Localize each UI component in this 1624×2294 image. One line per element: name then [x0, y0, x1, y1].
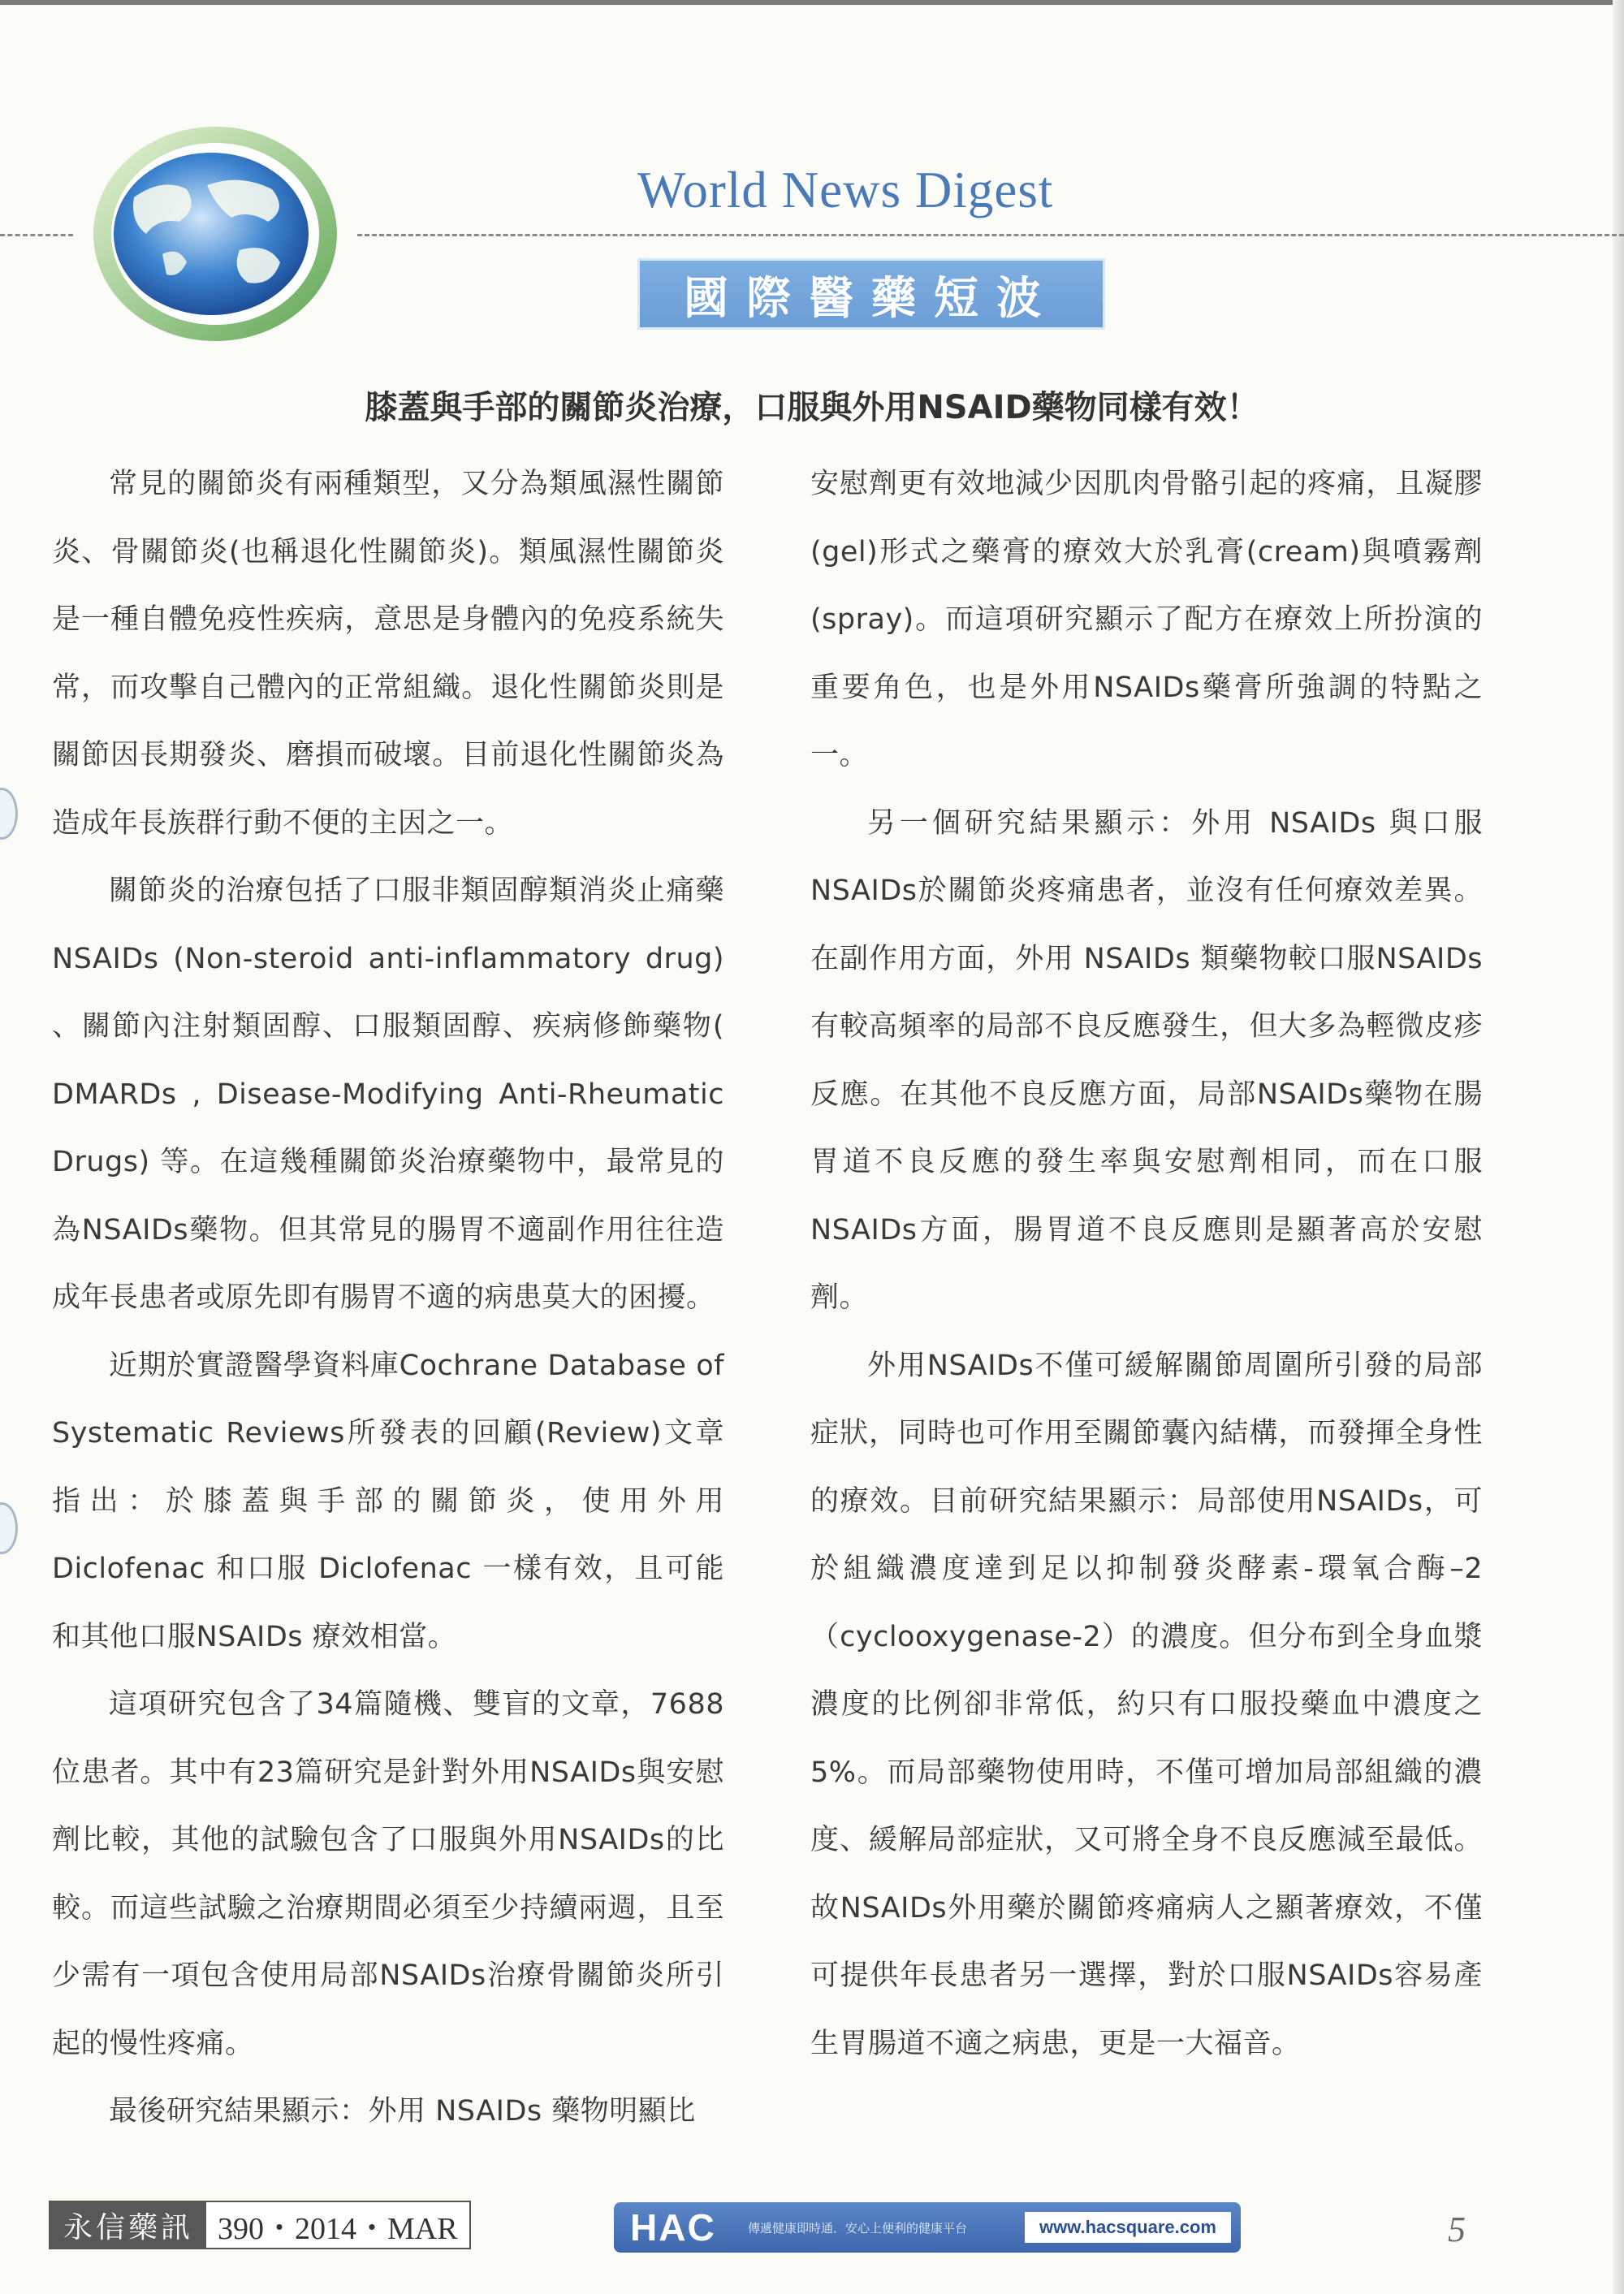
binding-tab-mark: [0, 788, 18, 840]
paragraph: 這項研究包含了34篇隨機、雙盲的文章，7688位患者。其中有23篇研究是針對外用NSAIDs與安慰劑比較，其他的試驗包含了口服與外用NSAIDs的比較。而這些試驗之治療期間必須至少持續兩週，且至少需有一項包含使用局部NSAIDs治療骨關節炎所引起的慢性疼痛。: [52, 1688, 724, 2060]
globe-icon: [65, 112, 357, 356]
scan-right-edge: [1613, 0, 1624, 2294]
paragraph-continued: 安慰劑更有效地減少因肌肉骨骼引起的疼痛，且凝膠(gel)形式之藥膏的療效大於乳膏(cream)與噴霧劑(spray)。而這項研究顯示了配方在療效上所扮演的重要角色，也是外用NSAIDs藥膏所強調的特點之一。: [810, 468, 1483, 771]
hac-logo: HAC: [630, 2206, 716, 2249]
article-left-column: [52, 451, 724, 2156]
article-right-column: [810, 451, 1483, 2156]
issue-info: 390・2014・MAR: [206, 2202, 469, 2248]
binding-tab-mark: [0, 1502, 18, 1554]
article-title: 膝蓋與手部的關節炎治療，口服與外用NSAID藥物同樣有效！: [365, 389, 1259, 426]
magazine-issue-label: [49, 2201, 471, 2249]
section-title-zh: 國際醫藥短波: [637, 258, 1105, 330]
paragraph: 近期於實證醫學資料庫Cochrane Database of Systematic Reviews所發表的回顧(Review)文章指出：於膝蓋與手部的關節炎，使用外用 Diclofenac 和口服 Diclofenac 一樣有效，且可能和其他口服NSAIDs 療效相當。: [52, 1349, 724, 1653]
magazine-name: 永信藥訊: [50, 2202, 206, 2248]
banner-url-link[interactable]: www.hacsquare.com: [1025, 2212, 1231, 2243]
page-number: 5: [1448, 2210, 1466, 2249]
hac-banner[interactable]: [614, 2202, 1241, 2253]
paragraph: 關節炎的治療包括了口服非類固醇類消炎止痛藥NSAIDs (Non-steroid anti-inflammatory drug) 、關節內注射類固醇、口服類固醇、疾病修飾藥物( DMARDs , Disease-Modifying Anti-Rheumatic Drugs) 等。在這幾種關節炎治療藥物中，最常見的為NSAIDs藥物。但其常見的腸胃不適副作用往往造成年長患者或原先即有腸胃不適的病患莫大的困擾。: [52, 875, 724, 1314]
banner-tagline: 傳遞健康即時通．安心上便利的健康平台: [747, 2220, 967, 2236]
header-rule-right: [357, 234, 1624, 236]
header-rule-left: [0, 234, 73, 236]
scan-top-edge: [0, 0, 1624, 5]
paragraph: 外用NSAIDs不僅可緩解關節周圍所引發的局部症狀，同時也可作用至關節囊內結構，而發揮全身性的療效。目前研究結果顯示：局部使用NSAIDs，可於組織濃度達到足以抑制發炎酵素-環氧合酶–2（cyclooxygenase-2）的濃度。但分布到全身血漿濃度的比例卻非常低，約只有口服投藥血中濃度之5%。而局部藥物使用時，不僅可增加局部組織的濃度、緩解局部症狀，又可將全身不良反應減至最低。故NSAIDs外用藥於關節疼痛病人之顯著療效，不僅可提供年長患者另一選擇，對於口服NSAIDs容易產生胃腸道不適之病患，更是一大福音。: [810, 1349, 1483, 2060]
paragraph: 另一個研究結果顯示：外用 NSAIDs 與口服NSAIDs於關節炎疼痛患者，並沒有任何療效差異。在副作用方面，外用 NSAIDs 類藥物較口服NSAIDs有較高頻率的局部不良反應發生，但大多為輕微皮疹反應。在其他不良反應方面，局部NSAIDs藥物在腸胃道不良反應的發生率與安慰劑相同，而在口服NSAIDs方面，腸胃道不良反應則是顯著高於安慰劑。: [810, 806, 1483, 1314]
section-title-en: World News Digest: [637, 162, 1054, 218]
globe-logo: [65, 112, 357, 356]
paragraph: 最後研究結果顯示：外用 NSAIDs 藥物明顯比: [109, 2095, 696, 2128]
paragraph: 常見的關節炎有兩種類型，又分為類風濕性關節炎、骨關節炎(也稱退化性關節炎)。類風濕性關節炎是一種自體免疫性疾病，意思是身體內的免疫系統失常，而攻擊自己體內的正常組織。退化性關節炎則是關節因長期發炎、磨損而破壞。目前退化性關節炎為造成年長族群行動不便的主因之一。: [52, 468, 724, 840]
